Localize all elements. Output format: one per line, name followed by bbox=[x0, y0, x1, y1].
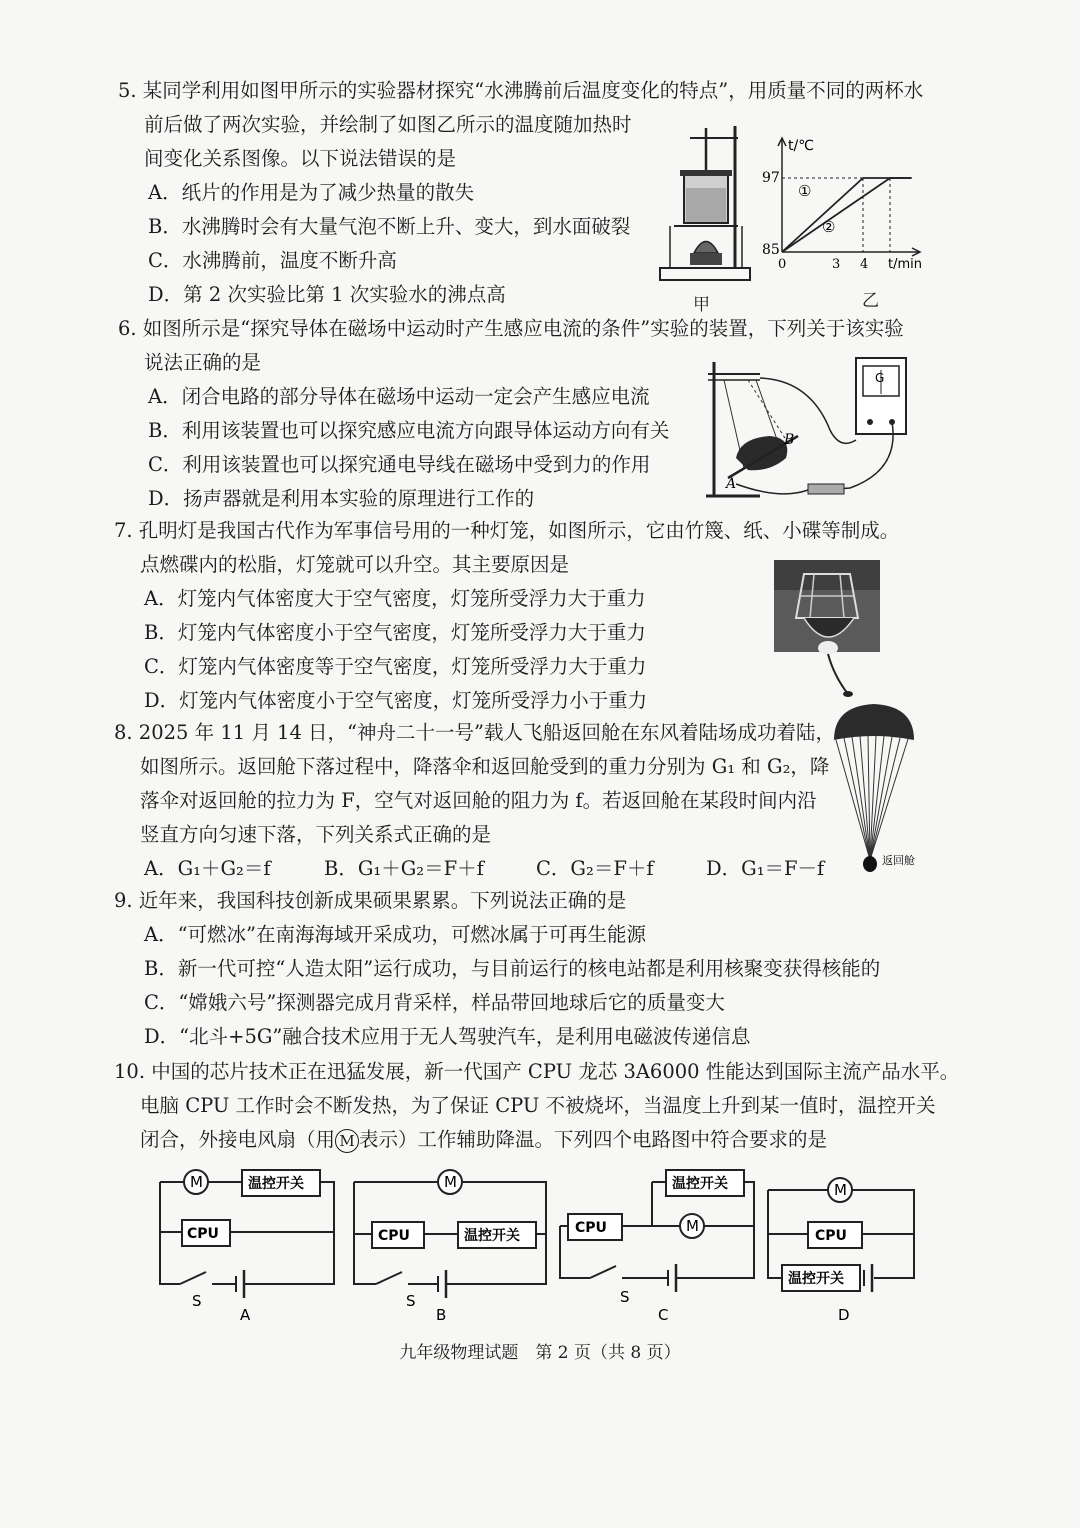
q6-line-2: 说法正确的是 bbox=[144, 351, 262, 374]
circuit-c-motor: M bbox=[686, 1217, 699, 1235]
circuit-diagrams bbox=[150, 1160, 940, 1330]
circuit-a-label: A bbox=[240, 1306, 251, 1324]
q8-option-c: C．G₂＝F＋f bbox=[536, 857, 654, 880]
q8-line-1: 8. 2025 年 11 月 14 日，“神舟二十一号”载人飞船返回舱在东风着陆场成功着陆， bbox=[114, 721, 835, 744]
circuit-c-switch-box: 温控开关 bbox=[672, 1176, 728, 1192]
circuit-d-switch-box: 温控开关 bbox=[788, 1271, 844, 1287]
circuit-b-s: S bbox=[406, 1292, 416, 1310]
circuit-b-switch-box: 温控开关 bbox=[464, 1228, 520, 1244]
q8-option-d: D．G₁＝F－f bbox=[706, 857, 825, 880]
question-8 bbox=[114, 716, 835, 886]
q5-option-d: D．第 2 次实验比第 1 次实验水的沸点高 bbox=[148, 283, 506, 306]
circuit-b bbox=[354, 1170, 546, 1324]
q7-line-1: 7. 孔明灯是我国古代作为军事信号用的一种灯笼，如图所示，它由竹篾、纸、小碟等制成。 bbox=[114, 519, 900, 542]
q9-option-b: B．新一代可控“人造太阳”运行成功，与目前运行的核电站都是利用核聚变获得核能的 bbox=[144, 957, 881, 980]
q7-option-a: A．灯笼内气体密度大于空气密度，灯笼所受浮力大于重力 bbox=[144, 587, 646, 610]
graph-xlabel: t/min bbox=[888, 257, 922, 272]
q9-option-a: A．“可燃冰”在南海海域开采成功，可燃冰属于可再生能源 bbox=[144, 923, 647, 946]
circuit-c bbox=[560, 1170, 754, 1324]
q10-line-2: 电脑 CPU 工作时会不断发热，为了保证 CPU 不被烧坏，当温度上升到某一值时，温控开关 bbox=[140, 1094, 936, 1117]
circuit-c-label: C bbox=[658, 1306, 669, 1324]
induction-apparatus-figure bbox=[700, 350, 920, 510]
question-9 bbox=[114, 884, 880, 1054]
q8-line-2: 如图所示。返回舱下落过程中，降落伞和返回舱受到的重力分别为 G₁ 和 G₂，降 bbox=[140, 755, 830, 778]
circuit-a-switch-box: 温控开关 bbox=[248, 1176, 304, 1192]
q8-options-row bbox=[114, 852, 835, 886]
q6-option-a: A．闭合电路的部分导体在磁场中运动一定会产生感应电流 bbox=[148, 385, 650, 408]
boiling-apparatus-figure bbox=[650, 118, 760, 308]
q6-line-1: 6. 如图所示是“探究导体在磁场中运动时产生感应电流的条件”实验的装置，下列关于该实验 bbox=[118, 317, 904, 340]
circuit-d-label: D bbox=[838, 1306, 850, 1324]
motor-symbol-letter: M bbox=[339, 1131, 355, 1150]
graph-x0: 0 bbox=[778, 257, 787, 272]
graph-y-top: 97 bbox=[762, 170, 780, 186]
q5-line-1: 5. 某同学利用如图甲所示的实验器材探究“水沸腾前后温度变化的特点”，用质量不同的两杯水 bbox=[118, 79, 924, 102]
q9-option-d: D．“北斗+5G”融合技术应用于无人驾驶汽车，是利用电磁波传递信息 bbox=[144, 1025, 751, 1048]
temperature-graph bbox=[760, 134, 930, 274]
circuit-c-s: S bbox=[620, 1288, 630, 1306]
q5-line-2: 前后做了两次实验，并绘制了如图乙所示的温度随加热时 bbox=[144, 113, 632, 136]
q10-line-3-post: 表示）工作辅助降温。下列四个电路图中符合要求的是 bbox=[359, 1128, 828, 1151]
circuit-a-s: S bbox=[192, 1292, 202, 1310]
motor-symbol-inline bbox=[335, 1129, 359, 1153]
q6-option-c: C．利用该装置也可以探究通电导线在磁场中受到力的作用 bbox=[148, 453, 651, 476]
sky-lantern-photo bbox=[774, 560, 884, 700]
q7-line-2: 点燃碟内的松脂，灯笼就可以升空。其主要原因是 bbox=[140, 553, 570, 576]
circuit-b-motor: M bbox=[444, 1173, 457, 1191]
graph-curve2-label: ② bbox=[822, 218, 836, 236]
question-10 bbox=[114, 1055, 959, 1157]
circuit-b-label: B bbox=[436, 1306, 447, 1324]
q8-line-3: 落伞对返回舱的拉力为 F，空气对返回舱的阻力为 f。若返回舱在某段时间内沿 bbox=[140, 789, 817, 812]
q9-option-c: C．“嫦娥六号”探测器完成月背采样，样品带回地球后它的质量变大 bbox=[144, 991, 725, 1014]
q5-option-c: C．水沸腾前，温度不断升高 bbox=[148, 249, 397, 272]
graph-y-bottom: 85 bbox=[762, 242, 780, 258]
circuit-a bbox=[160, 1170, 334, 1324]
circuit-c-cpu: CPU bbox=[575, 1220, 607, 1236]
circuit-d bbox=[768, 1178, 914, 1324]
q10-line-1: 10. 中国的芯片技术正在迅猛发展，新一代国产 CPU 龙芯 3A6000 性能达到国际主流产品水平。 bbox=[114, 1060, 960, 1083]
circuit-a-cpu: CPU bbox=[187, 1226, 219, 1242]
q8-option-b: B．G₁＋G₂＝F＋f bbox=[324, 857, 484, 880]
fig-jia-label: 甲 bbox=[693, 295, 710, 315]
q5-option-b: B．水沸腾时会有大量气泡不断上升、变大，到水面破裂 bbox=[148, 215, 631, 238]
graph-x1: 3 bbox=[832, 257, 841, 272]
parachute-capsule-label: 返回舱 bbox=[882, 854, 915, 867]
galvanometer-label: G bbox=[875, 371, 885, 385]
induction-label-b: B bbox=[784, 432, 795, 448]
q9-line-1: 9. 近年来，我国科技创新成果硕果累累。下列说法正确的是 bbox=[114, 889, 627, 912]
q10-line-3 bbox=[114, 1123, 959, 1157]
circuit-d-motor: M bbox=[834, 1181, 847, 1199]
q10-line-3-pre: 闭合，外接电风扇（用 bbox=[140, 1128, 336, 1151]
q7-option-c: C．灯笼内气体密度等于空气密度，灯笼所受浮力大于重力 bbox=[144, 655, 647, 678]
graph-x2: 4 bbox=[860, 257, 869, 272]
q5-option-a: A．纸片的作用是为了减少热量的散失 bbox=[148, 181, 475, 204]
q7-option-d: D．灯笼内气体密度小于空气密度，灯笼所受浮力小于重力 bbox=[144, 689, 648, 712]
circuit-d-cpu: CPU bbox=[815, 1228, 847, 1244]
q5-line-3: 间变化关系图像。以下说法错误的是 bbox=[144, 147, 457, 170]
page-footer: 九年级物理试题 第 2 页（共 8 页） bbox=[399, 1343, 681, 1363]
fig-yi-label: 乙 bbox=[862, 291, 879, 311]
q8-line-4: 竖直方向匀速下落，下列关系式正确的是 bbox=[140, 823, 492, 846]
q7-option-b: B．灯笼内气体密度小于空气密度，灯笼所受浮力大于重力 bbox=[144, 621, 646, 644]
graph-ylabel: t/℃ bbox=[788, 138, 814, 154]
parachute-figure bbox=[830, 700, 940, 880]
circuit-b-cpu: CPU bbox=[378, 1228, 410, 1244]
q6-option-b: B．利用该装置也可以探究感应电流方向跟导体运动方向有关 bbox=[148, 419, 670, 442]
graph-curve1-label: ① bbox=[798, 182, 812, 200]
q6-option-d: D．扬声器就是利用本实验的原理进行工作的 bbox=[148, 487, 535, 510]
q8-option-a: A．G₁＋G₂＝f bbox=[144, 857, 271, 880]
induction-label-a: A bbox=[726, 476, 737, 492]
circuit-a-motor: M bbox=[190, 1173, 203, 1191]
